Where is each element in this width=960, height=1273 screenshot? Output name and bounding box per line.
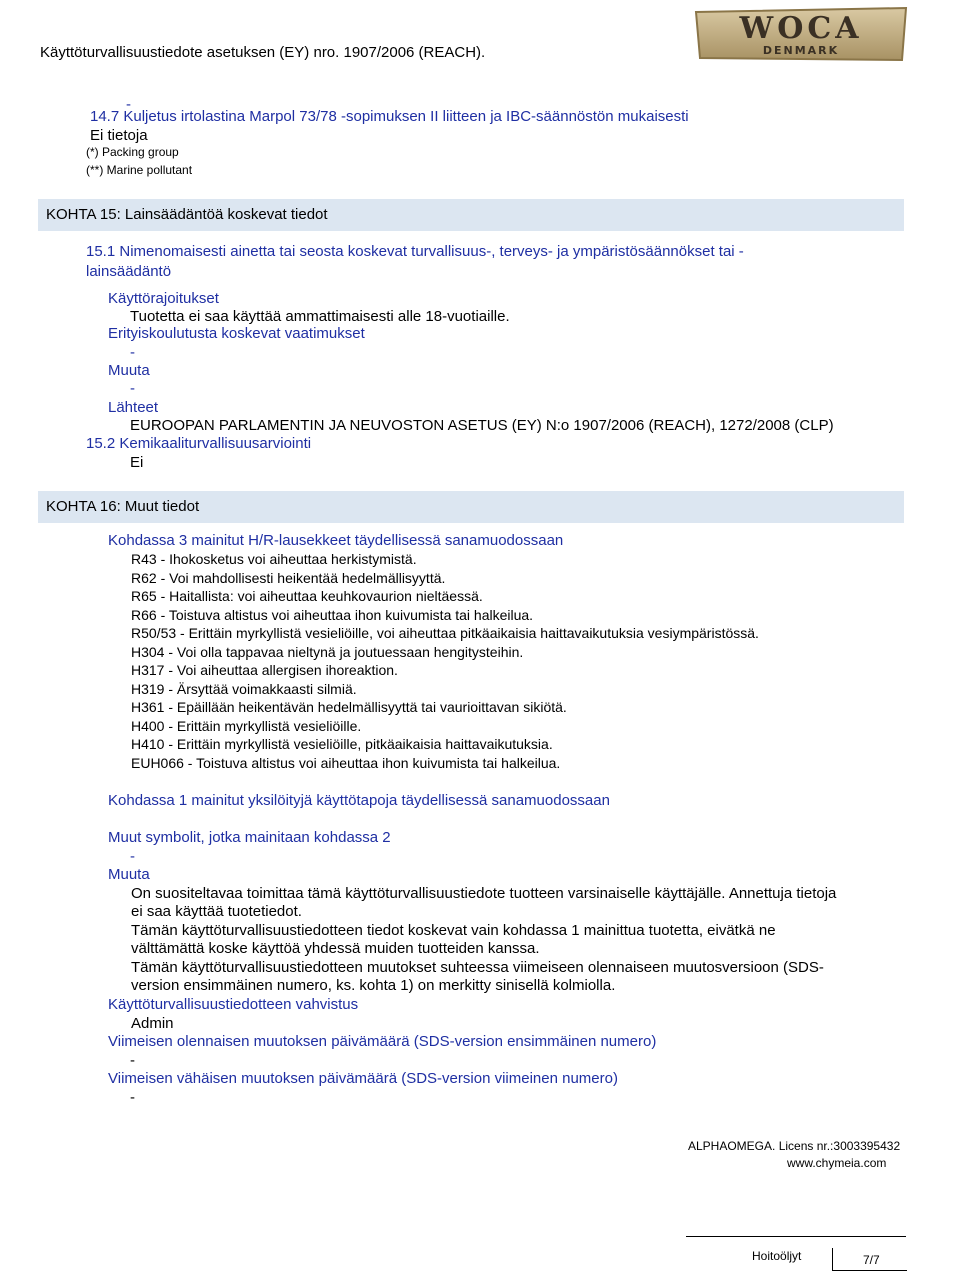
packing-group-note: (*) Packing group: [86, 145, 179, 159]
sources-value: EUROOPAN PARLAMENTIN JA NEUVOSTON ASETUS (EY) N:o 1907/2006 (REACH), 1272/2008 (CLP): [130, 417, 834, 434]
product-category: Hoitoöljyt: [752, 1249, 802, 1263]
svg-text:DENMARK: DENMARK: [762, 44, 840, 57]
other-info-line: Tämän käyttöturvallisuustiedotteen muutokset suhteessa viimeiseen olennaiseen muutosversioon (SDS-: [131, 959, 824, 976]
section-15-bar: [38, 199, 904, 231]
phrase-line: R43 - Ihokosketus voi aiheuttaa herkistymistä.: [131, 551, 417, 567]
other-info-label: Muuta: [108, 866, 150, 883]
minor-change-value: -: [130, 1089, 135, 1106]
phrase-line: H304 - Voi olla tappavaa nieltynä ja joutuessaan hengitysteihin.: [131, 644, 524, 660]
phrase-line: H400 - Erittäin myrkyllistä vesieliöille.: [131, 718, 362, 734]
major-change-value: -: [130, 1052, 135, 1069]
other-value: -: [130, 380, 135, 397]
document-title: Käyttöturvallisuustiedote asetuksen (EY) nro. 1907/2006 (REACH).: [40, 44, 486, 61]
other-info-line: Tämän käyttöturvallisuustiedotteen tiedot koskevat vain kohdassa 1 mainittua tuotetta, eivätkä ne: [131, 922, 776, 939]
training-value: -: [130, 344, 135, 361]
approval-label: Käyttöturvallisuustiedotteen vahvistus: [108, 996, 359, 1013]
section-15-2-heading: 15.2 Kemikaaliturvallisuusarviointi: [86, 435, 312, 452]
section-15-1-heading: 15.1 Nimenomaisesti ainetta tai seosta koskevat turvallisuus-, terveys- ja ympäristösäännökset tai -: [86, 243, 744, 260]
usage-restrictions-label: Käyttörajoitukset: [108, 290, 219, 307]
other-info-line: välttämättä koske käyttöä yhdessä muiden tuotteiden kanssa.: [131, 940, 540, 957]
woca-logo: [690, 4, 912, 64]
section-15-title: KOHTA 15: Lainsäädäntöä koskevat tiedot: [46, 206, 328, 223]
page-number: 7/7: [863, 1253, 880, 1267]
phrases-label: Kohdassa 3 mainitut H/R-lausekkeet täydellisessä sanamuodossaan: [108, 532, 564, 549]
symbols-label: Muut symbolit, jotka mainitaan kohdassa 2: [108, 829, 391, 846]
svg-text:WOCA: WOCA: [739, 11, 863, 46]
phrase-line: H319 - Ärsyttää voimakkaasti silmiä.: [131, 681, 357, 697]
section-16-bar: [38, 491, 904, 523]
phrase-line: H317 - Voi aiheuttaa allergisen ihoreaktion.: [131, 662, 398, 678]
major-change-label: Viimeisen olennaisen muutoksen päivämäärä (SDS-version ensimmäinen numero): [108, 1033, 657, 1050]
section-14-dash: -: [126, 96, 131, 113]
usage-restrictions-value: Tuotetta ei saa käyttää ammattimaisesti alle 18-vuotiaille.: [130, 308, 510, 325]
section-15-1-heading-cont: lainsäädäntö: [86, 263, 172, 280]
sources-label: Lähteet: [108, 399, 159, 416]
section-16-title: KOHTA 16: Muut tiedot: [46, 498, 200, 515]
section-14-7-value: Ei tietoja: [90, 127, 148, 144]
training-label: Erityiskoulutusta koskevat vaatimukset: [108, 325, 365, 342]
other-label: Muuta: [108, 362, 150, 379]
phrase-line: R50/53 - Erittäin myrkyllistä vesieliöille, voi aiheuttaa pitkäaikaisia haittavaikutuksia vesiympäristössä.: [131, 625, 759, 641]
licence-text: ALPHAOMEGA. Licens nr.:3003395432: [688, 1139, 901, 1153]
footer-divider: [686, 1236, 906, 1237]
phrase-line: EUH066 - Toistuva altistus voi aiheuttaa ihon kuivumista tai halkeilua.: [131, 755, 561, 771]
minor-change-label: Viimeisen vähäisen muutoksen päivämäärä (SDS-version viimeinen numero): [108, 1070, 618, 1087]
symbols-value: -: [130, 848, 135, 865]
marine-pollutant-note: (**) Marine pollutant: [86, 163, 193, 177]
phrase-line: H410 - Erittäin myrkyllistä vesieliöille, pitkäaikaisia haittavaikutuksia.: [131, 736, 553, 752]
website-text: www.chymeia.com: [787, 1156, 887, 1170]
approval-value: Admin: [131, 1015, 174, 1032]
other-info-line: ei saa käyttää tuotetiedot.: [131, 903, 302, 920]
section-15-2-value: Ei: [130, 454, 144, 471]
phrase-line: R66 - Toistuva altistus voi aiheuttaa ihon kuivumista tai halkeilua.: [131, 607, 534, 623]
phrase-line: R65 - Haitallista: voi aiheuttaa keuhkovaurion nieltäessä.: [131, 588, 483, 604]
identified-uses-label: Kohdassa 1 mainitut yksilöityjä käyttötapoja täydellisessä sanamuodossaan: [108, 792, 610, 809]
phrase-line: H361 - Epäillään heikentävän hedelmällisyyttä tai vaurioittavan sikiötä.: [131, 699, 567, 715]
other-info-line: On suositeltavaa toimittaa tämä käyttöturvallisuustiedote tuotteen varsinaiselle käyttäjälle. Annettuja tietoja: [131, 885, 837, 902]
phrase-line: R62 - Voi mahdollisesti heikentää hedelmällisyyttä.: [131, 570, 446, 586]
section-14-7-heading: 14.7 Kuljetus irtolastina Marpol 73/78 -sopimuksen II liitteen ja IBC-säännöstön mukaisesti: [90, 108, 689, 125]
page-number-box: [832, 1248, 907, 1271]
other-info-line: version ensimmäinen numero, ks. kohta 1) on merkitty sinisellä kolmiolla.: [131, 977, 616, 994]
